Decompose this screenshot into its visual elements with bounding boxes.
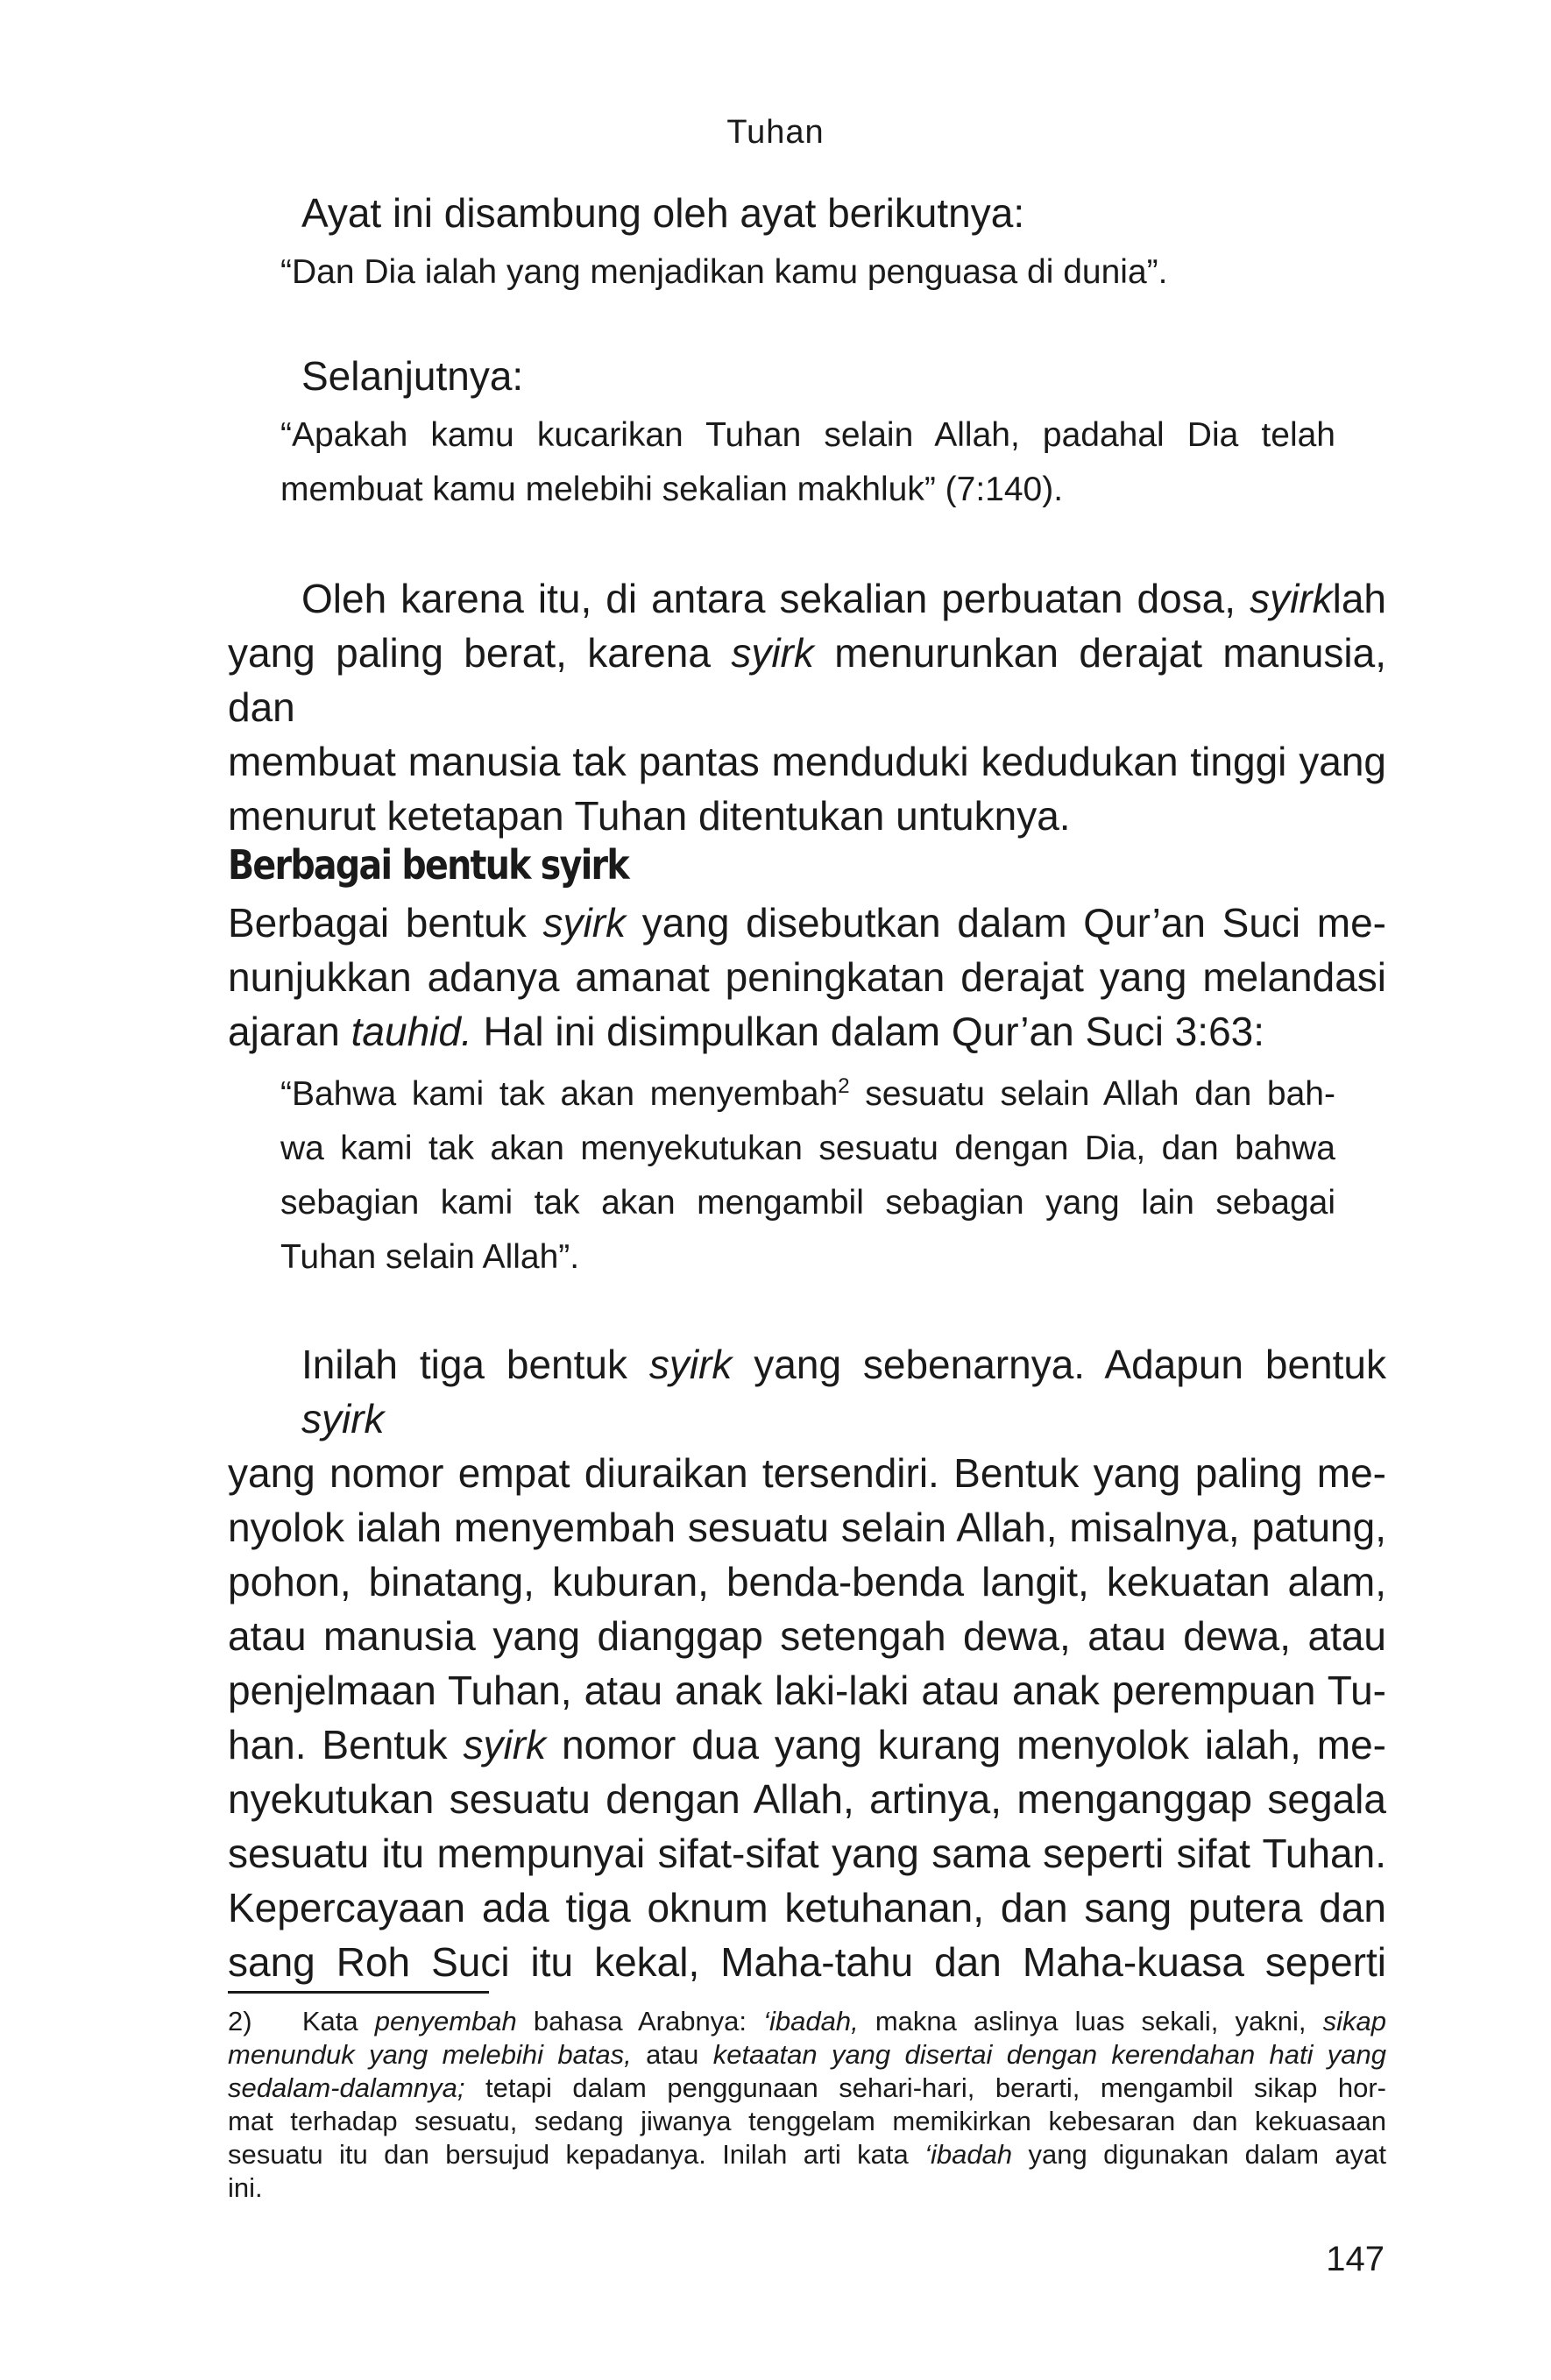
- quote2-line-1: “Bahwa kami tak akan menyembah$^2$ sesuatu selain Allah dan bah-: [280, 1074, 1335, 1113]
- quote2-line-2: wa kami tak akan menyekutukan sesuatu dengan Dia, dan bahwa: [280, 1130, 1335, 1167]
- page-number: 147: [1326, 2240, 1385, 2278]
- footnote-line-4: mat terhadap sesuatu, sedang jiwanya tenggelam memikirkan kebesaran dan kekuasaan: [228, 2106, 1386, 2136]
- p4-paragraph: [228, 1337, 1386, 1989]
- quote2-line-3: sebagian kami tak akan mengambil sebagian yang lain sebagai: [280, 1184, 1335, 1222]
- section-line-3: ajaran tauhid. Hal ini disimpulkan dalam Qur’an Suci 3:63:: [228, 1009, 1265, 1054]
- p4-line-3: nyolok ialah menyembah sesuatu selain Allah, misalnya, patung,: [228, 1505, 1386, 1550]
- section-heading: Berbagai bentuk syirk: [228, 841, 628, 889]
- p3-line-1: Oleh karena itu, di antara sekalian perbuatan dosa, syirklah: [301, 576, 1386, 621]
- section-line-2: nunjukkan adanya amanat peningkatan derajat yang melandasi: [228, 954, 1386, 1000]
- footnote-line-5: sesuatu itu dan bersujud kepadanya. Inilah arti kata ‘ibadah yang digunakan dalam ayat: [228, 2139, 1387, 2170]
- quote-3-63: [280, 1067, 1335, 1285]
- p3-line-4: menurut ketetapan Tuhan ditentukan untuknya.: [228, 793, 1071, 839]
- p4-line-6: penjelmaan Tuhan, atau anak laki-laki atau anak perempuan Tu-: [228, 1668, 1386, 1713]
- p2-quote: [280, 408, 1335, 517]
- p1-intro: Ayat ini disambung oleh ayat berikutnya:: [301, 190, 1025, 236]
- p2-intro: Selanjutnya:: [301, 353, 524, 399]
- footnote-rule: [228, 1991, 489, 1994]
- p4-line-2: yang nomor empat diuraikan tersendiri. Bentuk yang paling me-: [228, 1450, 1386, 1496]
- p4-line-4: pohon, binatang, kuburan, benda-benda langit, kekuatan alam,: [228, 1559, 1386, 1604]
- p4-line-1: Inilah tiga bentuk syirk yang sebenarnya. Adapun bentuk syirk: [301, 1342, 1386, 1441]
- p4-line-7: han. Bentuk syirk nomor dua yang kurang menyolok ialah, me-: [228, 1722, 1386, 1767]
- running-head: Tuhan: [726, 114, 825, 151]
- p4-line-11: sang Roh Suci itu kekal, Maha-tahu dan Maha-kuasa seperti: [228, 1939, 1386, 1985]
- p3-line-3: membuat manusia tak pantas menduduki kedudukan tinggi yang: [228, 739, 1386, 784]
- p4-line-5: atau manusia yang dianggap setengah dewa, atau dewa, atau: [228, 1613, 1386, 1659]
- p4-line-10: Kepercayaan ada tiga oknum ketuhanan, dan sang putera dan: [228, 1885, 1386, 1930]
- p1-quote: “Dan Dia ialah yang menjadikan kamu penguasa di dunia”.: [280, 253, 1168, 291]
- p2-quote-line-2: membuat kamu melebihi sekalian makhluk” (7:140).: [280, 471, 1064, 508]
- footnote-line-1: 2) Kata penyembah bahasa Arabnya: ‘ibadah, makna aslinya luas sekali, yakni, sikap: [228, 2006, 1386, 2036]
- section-paragraph: [228, 896, 1386, 1059]
- p3-paragraph: [228, 571, 1386, 843]
- p2-quote-line-1: “Apakah kamu kucarikan Tuhan selain Allah, padahal Dia telah: [280, 416, 1335, 454]
- section-line-1: Berbagai bentuk syirk yang disebutkan dalam Qur’an Suci me-: [228, 900, 1386, 946]
- footnote-line-6: ini.: [228, 2172, 263, 2203]
- footnote-ref-2[interactable]: 2: [838, 1074, 850, 1098]
- p3-line-2: yang paling berat, karena syirk menurunkan derajat manusia, dan: [228, 630, 1387, 730]
- footnote-2: [228, 2005, 1386, 2205]
- quote2-line-4: Tuhan selain Allah”.: [280, 1238, 580, 1276]
- p4-line-9: sesuatu itu mempunyai sifat-sifat yang sama seperti sifat Tuhan.: [228, 1831, 1386, 1876]
- p4-line-8: nyekutukan sesuatu dengan Allah, artinya, menganggap segala: [228, 1776, 1386, 1822]
- footnote-line-2: menunduk yang melebihi batas, atau ketaatan yang disertai dengan kerendahan hati yang: [228, 2039, 1386, 2070]
- footnote-line-3: sedalam-dalamnya; tetapi dalam penggunaan sehari-hari, berarti, mengambil sikap hor-: [228, 2072, 1386, 2103]
